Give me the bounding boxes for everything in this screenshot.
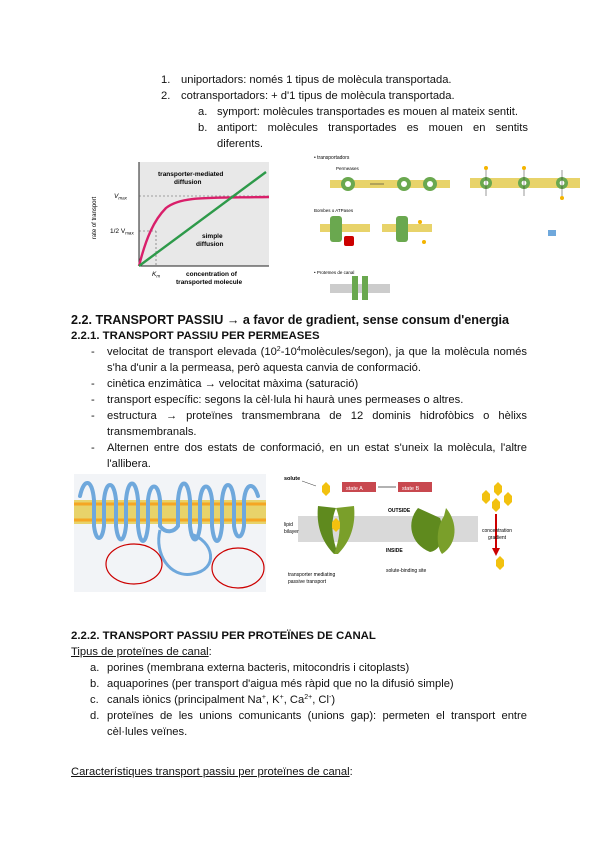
list-item-2 <box>161 88 455 104</box>
list-item-a <box>198 104 518 120</box>
channel-type-d-line2: cèl·lules veïnes. <box>107 726 188 738</box>
bullet-4-line2: transmembranals. <box>107 426 197 438</box>
mini-caption-permeases: Permeases <box>336 166 359 171</box>
section-2-2-2-title: 2.2.2. TRANSPORT PASSIU PER PROTEÏNES DE CANAL <box>71 630 376 642</box>
list-item-b <box>198 120 207 136</box>
state-b-label: state B <box>402 486 420 492</box>
mini-caption-channels: • Proteïnes de canal <box>314 270 355 275</box>
transport-rate-graph <box>86 158 278 290</box>
solute-gradient-4 <box>504 492 512 506</box>
x-axis-label-line1: concentration of <box>186 271 237 278</box>
bullet-5-line1: Alternen entre dos estats de conformació, en un estat s'uneix la molècula, l'altre <box>107 442 527 454</box>
solute-gradient-1 <box>482 490 490 504</box>
pump-row <box>320 216 432 246</box>
channel-type-d-num: d. <box>90 710 100 722</box>
channel-type-d-line1: proteïnes de les unions comunicants (unions gap): permeten el transport entre <box>107 710 527 722</box>
graph-svg <box>86 158 278 290</box>
bullet-1-line2: s'ha d'unir a la permeasa, però aquesta canvia de conformació. <box>107 362 421 374</box>
list-letter: b. <box>198 122 208 134</box>
permease-structure-svg <box>74 474 266 592</box>
outside-label: OUTSIDE <box>388 508 411 514</box>
lipid-label-line1: lipid <box>284 522 293 528</box>
permease-structure-image <box>74 474 266 592</box>
section-2-2-1-title: 2.2.1. TRANSPORT PASSIU PER PERMEASES <box>71 330 320 342</box>
transporter-types-figure <box>310 152 588 302</box>
simple-label-line1: simple <box>202 233 223 240</box>
list-item-1 <box>161 72 452 88</box>
bullet-4-line1: estructura → proteïnes transmembrana de 12 dominis hidrofòbics o hèlixs <box>107 410 527 422</box>
bullet-2: cinètica enzimàtica → velocitat màxima (saturació) <box>107 378 359 390</box>
simple-label-line2: diffusion <box>196 241 224 248</box>
states-diagram-svg <box>282 472 530 594</box>
cotransport-row <box>470 166 580 236</box>
lipid-label-line2: bilayer <box>284 529 299 535</box>
list-number: 1. <box>161 74 171 86</box>
transporter-label-line2: diffusion <box>174 179 202 186</box>
transporter-states-diagram <box>282 472 530 594</box>
km-label: $K_m$ <box>152 271 161 279</box>
transporter-label-line1: transporter-mediated <box>158 171 224 178</box>
channel-type-c: c. canals iònics (principalment Na+, K+, $Ca^{2+}$, Cl-) <box>90 694 336 706</box>
bullet-1-line1: velocitat de transport elevada $(10^2-10^4molècules/segon)$, ja que la molècula només <box>107 346 527 358</box>
concentration-label-line1: concentration <box>482 528 513 534</box>
section-2-2-title: 2.2. TRANSPORT PASSIU → a favor de gradient, sense consum d'energia <box>71 313 510 327</box>
state-a-label: state A <box>346 486 363 492</box>
list-letter: a. <box>198 106 208 118</box>
solute-molecule <box>322 482 330 496</box>
x-axis-label-line2: transported molecule <box>176 279 243 286</box>
mini-caption-transporters: • transportadors <box>314 155 350 161</box>
vmax-label: $V_{max}$ <box>114 193 127 201</box>
channel-characteristics-heading: Característiques transport passiu per proteïnes de canal: <box>71 766 353 778</box>
list-text: symport: molècules transportades es mouen al mateix sentit. <box>217 106 518 118</box>
list-text: cotransportadors: + d'1 tipus de molècula transportada. <box>181 90 455 102</box>
list-text-b-line1: antiport: molècules transportades es mouen en sentits <box>217 122 528 134</box>
bullet-dash: - <box>91 410 95 422</box>
list-text-b-line2: diferents. <box>217 138 264 150</box>
concentration-label-line2: gradient <box>488 535 507 541</box>
list-text: uniportadors: només 1 tipus de molècula transportada. <box>181 74 452 86</box>
transporter-open-right <box>438 508 455 554</box>
channel-row <box>330 276 390 300</box>
mini-figure-svg <box>310 152 588 302</box>
transporter-caption-line2: passive transport <box>288 579 327 585</box>
binding-site-label: solute-binding site <box>386 568 427 574</box>
channel-types-heading: Tipus de proteïnes de canal: <box>71 646 212 658</box>
transporter-open-left <box>411 508 443 552</box>
solute-gradient-5 <box>496 556 504 570</box>
y-axis-label: rate of transport <box>92 196 98 240</box>
mini-caption-pumps: Bombes o ATPases <box>314 208 354 213</box>
permease-row <box>330 177 450 191</box>
bullet-dash: - <box>91 346 95 358</box>
half-vmax-label: 1/2 $V_{max}$ <box>110 228 134 236</box>
gradient-arrowhead <box>492 548 500 556</box>
bullet-dash: - <box>91 394 95 406</box>
bullet-5-line2: l'allibera. <box>107 458 151 470</box>
bullet-dash: - <box>91 442 95 454</box>
inside-label: INSIDE <box>386 548 403 554</box>
list-number: 2. <box>161 90 171 102</box>
bullet-dash: - <box>91 378 95 390</box>
solute-label: solute <box>284 476 301 482</box>
transporter-caption-line1: transporter mediating <box>288 572 336 578</box>
channel-type-a: a. porines (membrana externa bacteris, mitocondris i citoplasts) <box>90 662 410 674</box>
solute-gradient-2 <box>494 482 502 496</box>
bullet-3: transport específic: segons la cèl·lula hi haurà unes permeases o altres. <box>107 394 464 406</box>
channel-type-b: b. aquaporines (per transport d'aigua més ràpid que no la difusió simple) <box>90 678 454 690</box>
solute-gradient-3 <box>492 498 500 512</box>
